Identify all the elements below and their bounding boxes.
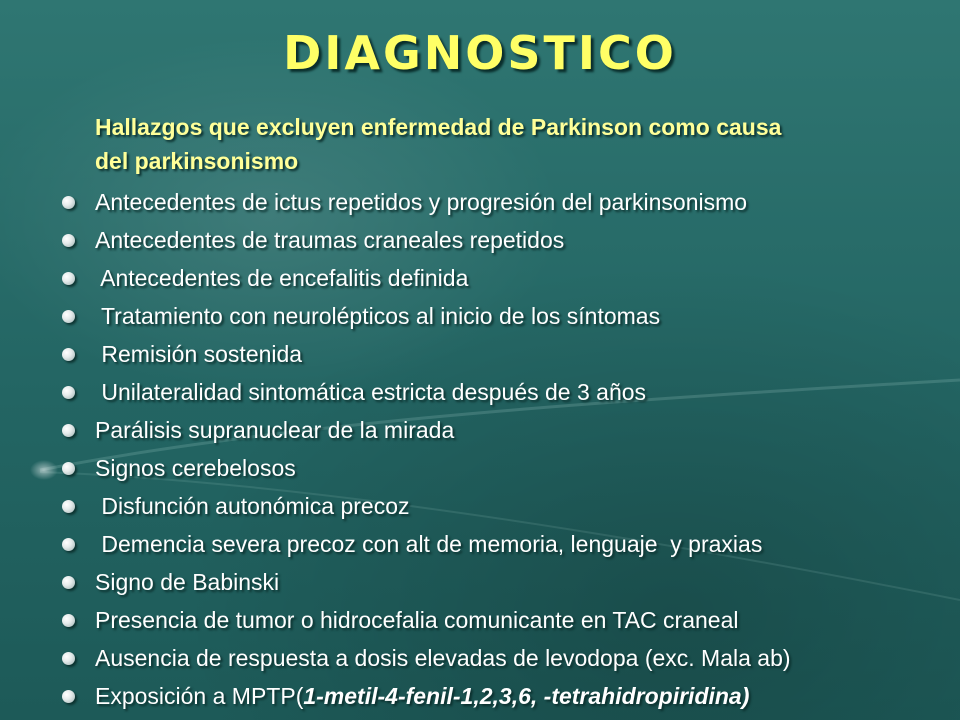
list-item: [0, 450, 940, 488]
list-item: [0, 678, 940, 716]
list-item: [0, 222, 940, 260]
bullet-dot-icon: [62, 652, 75, 665]
bullet-dot-icon: [62, 348, 75, 361]
list-item: [0, 564, 940, 602]
bullet-dot-icon: [62, 272, 75, 285]
bullet-dot-icon: [62, 538, 75, 551]
list-item: [0, 526, 940, 564]
list-item: [0, 336, 940, 374]
chemical-name: 1-metil-4-fenil-1,2,3,6, -tetrahidropiridina): [303, 683, 750, 709]
list-item: [0, 488, 940, 526]
slide-subtitle: [95, 110, 915, 178]
list-item-text: Signos cerebelosos: [95, 455, 296, 481]
subtitle-line: Hallazgos que excluyen enfermedad de Parkinson como causa: [95, 114, 782, 140]
list-item: [0, 260, 940, 298]
list-item-text: Antecedentes de ictus repetidos y progresión del parkinsonismo: [95, 189, 748, 215]
list-item: [0, 640, 940, 678]
list-item-text: Signo de Babinski: [95, 569, 280, 595]
bullet-dot-icon: [62, 424, 75, 437]
bullet-dot-icon: [62, 500, 75, 513]
list-item-text: Exposición a MPTP(: [95, 683, 304, 709]
list-item-text: Antecedentes de traumas craneales repetidos: [95, 227, 565, 253]
list-item-text: Unilateralidad sintomática estricta después de 3 años: [95, 379, 647, 405]
subtitle-line: del parkinsonismo: [95, 148, 299, 174]
list-item-text: Antecedentes de encefalitis definida: [95, 265, 469, 291]
list-item-text: Ausencia de respuesta a dosis elevadas de levodopa (exc. Mala ab): [95, 645, 791, 671]
list-item: [0, 374, 940, 412]
bullet-dot-icon: [62, 576, 75, 589]
slide-title: DIAGNOSTICO: [283, 26, 677, 80]
list-item-text: Presencia de tumor o hidrocefalia comunicante en TAC craneal: [95, 607, 739, 633]
list-item: [0, 298, 940, 336]
bullet-dot-icon: [62, 614, 75, 627]
bullet-dot-icon: [62, 310, 75, 323]
criteria-list: [0, 184, 940, 716]
bullet-dot-icon: [62, 196, 75, 209]
list-item-text: Remisión sostenida: [95, 341, 303, 367]
bullet-dot-icon: [62, 462, 75, 475]
list-item: [0, 602, 940, 640]
list-item-text: Tratamiento con neurolépticos al inicio de los síntomas: [95, 303, 661, 329]
list-item-text: Disfunción autonómica precoz: [95, 493, 410, 519]
bullet-dot-icon: [62, 386, 75, 399]
list-item-text: Parálisis supranuclear de la mirada: [95, 417, 455, 443]
list-item-text: Demencia severa precoz con alt de memoria, lenguaje y praxias: [95, 531, 763, 557]
list-item: [0, 184, 940, 222]
list-item: [0, 412, 940, 450]
bullet-dot-icon: [62, 690, 75, 703]
bullet-dot-icon: [62, 234, 75, 247]
